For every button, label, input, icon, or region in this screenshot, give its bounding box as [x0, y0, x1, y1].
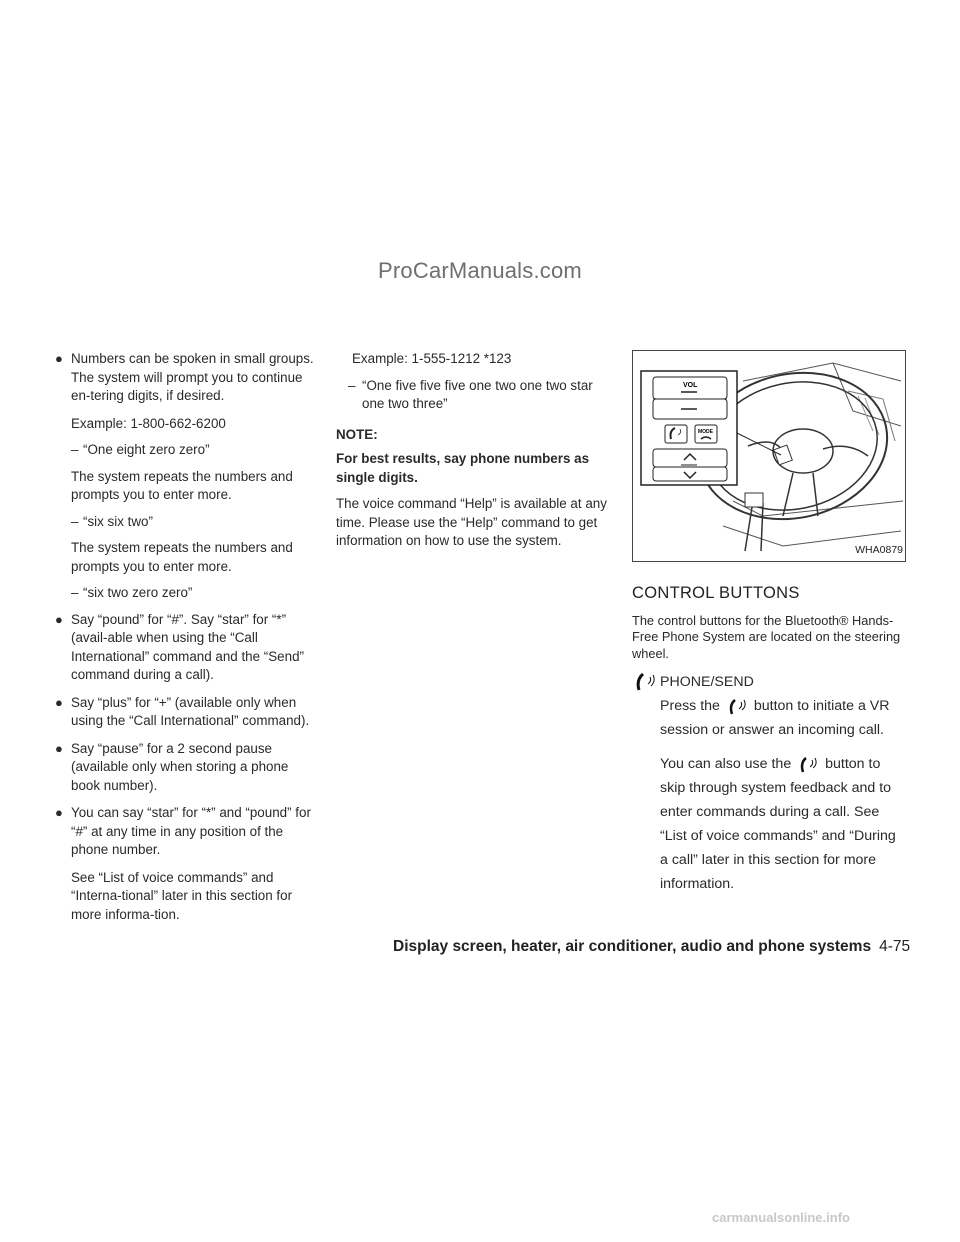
press-text: Press the	[660, 698, 720, 714]
watermark-procarmanuals: ProCarManuals.com	[378, 258, 582, 283]
dash-item: – “One five five five one two one two star one two three”	[348, 377, 593, 411]
steering-wheel-figure	[632, 350, 906, 562]
example-text: Example: 1-800-662-6200	[71, 415, 226, 431]
also-text-rest: button to skip through system feedback and to enter commands during a call. See “List of voice commands” and “During a call” later in this section for more information.	[660, 756, 896, 892]
list-item: ● Say “plus” for “+” (available only when using the “Call International” command).	[55, 694, 310, 728]
vol-label: VOL	[683, 382, 698, 389]
figure-id: WHA0879	[855, 543, 903, 556]
body-text: The system repeats the numbers and prompts you to enter more.	[71, 468, 293, 502]
list-item: ● Say “pound” for “#”. Say “star” for “*” (avail-able when using the “Call International” command and the “Send” command during a call).	[55, 611, 304, 682]
list-item: ● Say “pause” for a 2 second pause (available only when storing a phone book number).	[55, 740, 289, 793]
bullet-icon: ●	[55, 611, 63, 627]
list-item: ● Numbers can be spoken in small groups. The system will prompt you to continue en-tering digits, if desired.	[55, 351, 314, 403]
bullet-icon: ●	[55, 351, 63, 366]
press-text-rest: button to initiate a VR session or answer an incoming call.	[660, 698, 890, 738]
bullet-icon: ●	[55, 694, 63, 710]
list-item: ● You can say “star” for “*” and “pound” for “#” at any time in any position of the phone number.	[55, 805, 311, 857]
phone-send-icon	[632, 670, 660, 700]
help-text: The voice command “Help” is available at any time. Please use the “Help” command to get information on how to use the system.	[336, 496, 607, 548]
section-title: Display screen, heater, air conditioner, audio and phone systems	[393, 938, 872, 955]
intro-text: The control buttons for the Bluetooth® Hands-Free Phone System are located on the steering wheel.	[632, 612, 901, 661]
note-heading: NOTE:	[336, 426, 378, 442]
phone-send-entry	[632, 670, 904, 906]
dash-item: – “six two zero zero”	[71, 585, 193, 600]
dash-item: – “One eight zero zero”	[71, 442, 210, 457]
phone-send-icon	[795, 755, 821, 773]
phone-send-icon	[724, 697, 750, 715]
bullet-icon: ●	[55, 805, 63, 820]
body-text: The system repeats the numbers and prompts you to enter more.	[71, 540, 293, 574]
see-reference: See “List of voice commands” and “Interna-tional” later in this section for more informa-tion.	[71, 869, 293, 922]
column-left	[55, 350, 320, 932]
example-text: Example: 1-555-1212 *123	[352, 351, 512, 366]
column-middle	[336, 350, 614, 559]
watermark-carmanualsonline: carmanualsonline.info	[712, 1210, 850, 1225]
section-heading: CONTROL BUTTONS	[632, 584, 800, 602]
column-right	[632, 350, 904, 906]
mode-label: MODE	[698, 429, 713, 435]
page-number: 4-75	[879, 938, 911, 955]
steering-wheel-illustration	[633, 351, 905, 561]
dash-item: – “six six two”	[71, 513, 153, 529]
also-text: You can also use the	[660, 756, 792, 772]
button-name: PHONE/SEND	[660, 674, 754, 690]
note-text: For best results, say phone numbers as single digits.	[336, 451, 590, 485]
page-footer	[393, 938, 913, 956]
bullet-icon: ●	[55, 740, 63, 756]
